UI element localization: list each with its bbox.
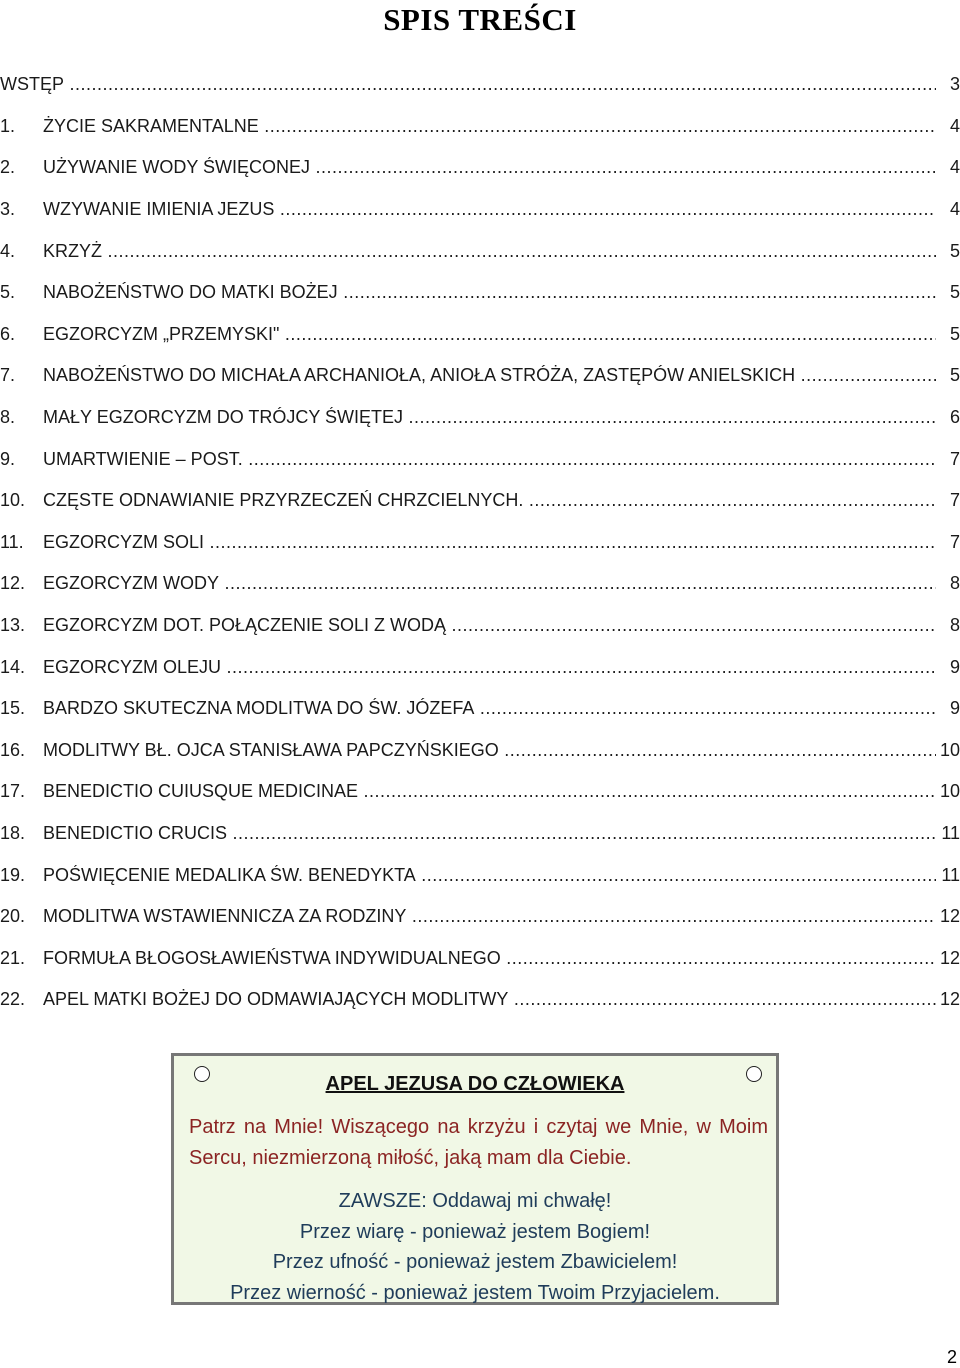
toc-entry-number: 7.	[0, 365, 16, 386]
toc-entry-page: 5	[936, 282, 960, 303]
toc-entry[interactable]	[0, 106, 960, 148]
appeal-title: APEL JEZUSA DO CZŁOWIEKA	[325, 1073, 625, 1095]
toc-entry[interactable]	[0, 189, 960, 231]
toc-entry-page: 11	[936, 823, 960, 844]
appeal-lines	[174, 1186, 776, 1308]
toc-entry[interactable]	[0, 272, 960, 314]
page-number: 2	[946, 1347, 957, 1367]
toc-entry-title: CZĘSTE ODNAWIANIE PRZYRZECZEŃ CHRZCIELNYCH. .....	[43, 490, 936, 511]
toc-entry-page: 4	[936, 116, 960, 137]
page-title: SPIS TREŚCI	[383, 2, 577, 37]
toc-entry-number: 21.	[0, 947, 26, 968]
toc-entry-page: 10	[936, 740, 960, 761]
toc-entry-title: NABOŻEŃSTWO DO MICHAŁA ARCHANIOŁA, ANIOŁA STRÓŻA, ZASTĘPÓW ANIELSKICH .....	[43, 365, 936, 386]
toc-entry-page: 11	[936, 865, 960, 886]
toc-entry-title: EGZORCYZM SOLI .....	[43, 532, 936, 553]
appeal-box	[171, 1053, 779, 1305]
toc-entry-title: BENEDICTIO CRUCIS .....	[43, 823, 936, 844]
toc-entry-title: ŻYCIE SAKRAMENTALNE .....	[43, 116, 936, 137]
toc-entry-title: NABOŻEŃSTWO DO MATKI BOŻEJ .....	[43, 282, 936, 303]
toc-entry[interactable]	[0, 896, 960, 938]
appeal-line: Przez ufność - ponieważ jestem Zbawicielem!	[272, 1251, 678, 1273]
toc-entry[interactable]	[0, 688, 960, 730]
toc-entry-page: 6	[936, 407, 960, 428]
toc-entry-title: MODLITWY BŁ. OJCA STANISŁAWA PAPCZYŃSKIEGO .....	[43, 740, 936, 761]
toc-entry-page: 12	[936, 989, 960, 1010]
appeal-paragraph: Patrz na Mnie! Wiszącego na krzyżu i czytaj we Mnie, w Moim Sercu, niezmierzoną miłość, jaką mam dla Ciebie.	[189, 1116, 768, 1169]
toc-entry-page: 7	[936, 532, 960, 553]
toc-entry[interactable]	[0, 979, 960, 1021]
toc-entry-number: 22.	[0, 989, 26, 1010]
toc-entry-number: 15.	[0, 698, 26, 719]
toc-entry-title: UŻYWANIE WODY ŚWIĘCONEJ .....	[43, 157, 936, 178]
appeal-line: Przez wierność - ponieważ jestem Twoim Przyjacielem.	[230, 1281, 720, 1304]
toc-entry-number: 11.	[0, 531, 24, 552]
toc-entry-number: 16.	[0, 739, 26, 760]
toc-entry-title: MODLITWA WSTAWIENNICZA ZA RODZINY .....	[43, 906, 936, 927]
appeal-line: ZAWSZE: Oddawaj mi chwałę!	[338, 1190, 612, 1212]
toc-entry-title: FORMUŁA BŁOGOSŁAWIEŃSTWA INDYWIDUALNEGO .....	[43, 948, 936, 969]
toc-entry-page: 12	[936, 906, 960, 927]
toc-entry[interactable]	[0, 355, 960, 397]
toc-entry-page: 8	[936, 615, 960, 636]
table-of-contents	[0, 64, 960, 1021]
toc-entry-number: 20.	[0, 906, 26, 927]
toc-entry-page: 3	[936, 74, 960, 95]
toc-entry-page: 5	[936, 365, 960, 386]
toc-entry-number: 4.	[0, 240, 16, 261]
toc-entry[interactable]	[0, 147, 960, 189]
toc-entry-number: 18.	[0, 822, 26, 843]
toc-entry-page: 8	[936, 573, 960, 594]
toc-entry[interactable]	[0, 64, 960, 106]
toc-entry-page: 5	[936, 241, 960, 262]
toc-entry-title: WSTĘP .....	[0, 74, 936, 95]
toc-entry-page: 10	[936, 781, 960, 802]
toc-entry[interactable]	[0, 397, 960, 439]
toc-entry-page: 9	[936, 657, 960, 678]
toc-entry-number: 13.	[0, 615, 26, 636]
toc-entry[interactable]	[0, 605, 960, 647]
toc-entry-title: UMARTWIENIE – POST. .....	[43, 449, 936, 470]
toc-entry-number: 17.	[0, 781, 26, 802]
toc-entry-page: 5	[936, 324, 960, 345]
toc-entry-number: 2.	[0, 157, 16, 178]
toc-entry[interactable]	[0, 230, 960, 272]
toc-entry-page: 4	[936, 157, 960, 178]
toc-entry-title: BARDZO SKUTECZNA MODLITWA DO ŚW. JÓZEFA .....	[43, 698, 936, 719]
toc-entry[interactable]	[0, 813, 960, 855]
toc-entry-number: 5.	[0, 282, 16, 303]
toc-entry-page: 4	[936, 199, 960, 220]
toc-entry[interactable]	[0, 646, 960, 688]
toc-entry[interactable]	[0, 480, 960, 522]
toc-entry-number: 1.	[0, 115, 16, 136]
toc-entry[interactable]	[0, 314, 960, 356]
toc-entry-title: EGZORCYZM „PRZEMYSKI" .....	[43, 324, 936, 345]
toc-entry-page: 7	[936, 449, 960, 470]
toc-entry-title: KRZYŻ .....	[43, 241, 936, 262]
toc-entry[interactable]	[0, 854, 960, 896]
toc-entry[interactable]	[0, 522, 960, 564]
toc-entry-title: WZYWANIE IMIENIA JEZUS .....	[43, 199, 936, 220]
toc-entry-number: 3.	[0, 199, 16, 220]
toc-entry[interactable]	[0, 438, 960, 480]
toc-entry-number: 10.	[0, 490, 26, 511]
toc-entry-number: 14.	[0, 656, 26, 677]
toc-entry-page: 9	[936, 698, 960, 719]
toc-entry-number: 6.	[0, 323, 16, 344]
toc-entry-page: 12	[936, 948, 960, 969]
toc-entry-number: 8.	[0, 407, 16, 428]
toc-entry[interactable]	[0, 563, 960, 605]
toc-entry-number: 12.	[0, 573, 26, 594]
appeal-line: Przez wiarę - ponieważ jestem Bogiem!	[299, 1220, 651, 1243]
toc-entry-title: EGZORCYZM WODY .....	[43, 573, 936, 594]
toc-entry-title: POŚWIĘCENIE MEDALIKA ŚW. BENEDYKTA .....	[43, 865, 936, 886]
toc-entry[interactable]	[0, 937, 960, 979]
toc-entry-page: 7	[936, 490, 960, 511]
toc-entry-title: MAŁY EGZORCYZM DO TRÓJCY ŚWIĘTEJ .....	[43, 407, 936, 428]
toc-entry[interactable]	[0, 730, 960, 772]
toc-entry-number: 19.	[0, 864, 26, 885]
toc-entry-number: 9.	[0, 448, 16, 469]
toc-entry-title: EGZORCYZM DOT. POŁĄCZENIE SOLI Z WODĄ .....	[43, 615, 936, 636]
toc-entry-title: BENEDICTIO CUIUSQUE MEDICINAE .....	[43, 781, 936, 802]
toc-entry[interactable]	[0, 771, 960, 813]
toc-entry-title: APEL MATKI BOŻEJ DO ODMAWIAJĄCYCH MODLITWY .....	[43, 989, 936, 1010]
toc-entry-title: EGZORCYZM OLEJU .....	[43, 657, 936, 678]
